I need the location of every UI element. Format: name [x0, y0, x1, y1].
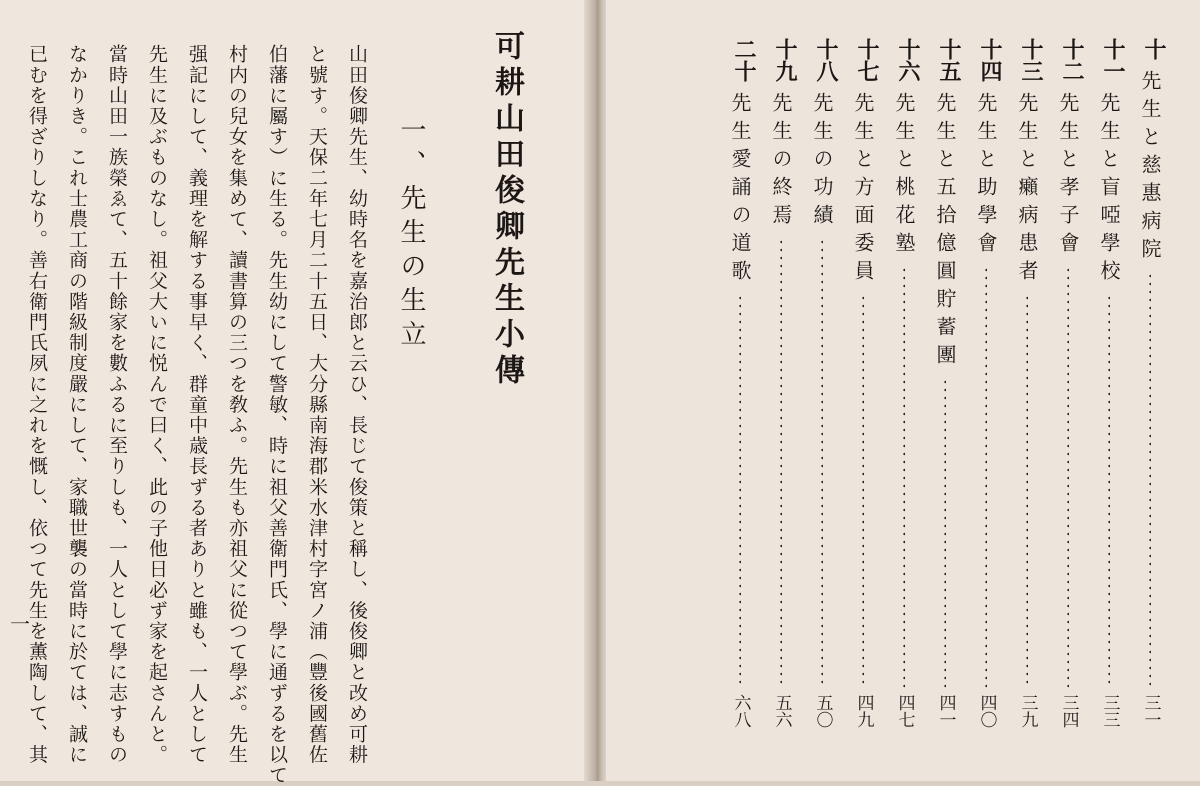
toc-leader-dots: [862, 294, 864, 688]
toc-entry: [1095, 38, 1123, 728]
biography-title: 可耕山田俊卿先生小傳: [489, 30, 524, 390]
toc-entry: [808, 38, 836, 728]
toc-leader-dots: [1149, 272, 1151, 688]
toc-leader-dots: [1067, 266, 1069, 688]
toc-page-number: 五〇: [812, 694, 833, 728]
toc-chapter-title: 先生と孝子會: [1056, 92, 1080, 260]
body-line: 强記にして、義理を解する事早く、群童中歳長ずる者ありと雖も、一人として: [186, 44, 208, 765]
toc-chapter-title: 先生と盲啞學校: [1097, 92, 1121, 288]
toc-entry: [849, 38, 877, 728]
toc-chapter-number: 十五: [936, 38, 961, 82]
toc-page-number: 六八: [730, 694, 751, 728]
toc-page-number: 三一: [1140, 694, 1161, 728]
toc-chapter-title: 先生の功績: [810, 92, 834, 232]
toc-entry: [931, 38, 959, 728]
toc-chapter-title: 先生と助學會: [974, 92, 998, 260]
toc-page-number: 三九: [1017, 694, 1038, 728]
toc-page-number: 四七: [894, 694, 915, 728]
toc-leader-dots: [944, 378, 946, 688]
toc-chapter-title: 先生と方面委員: [851, 92, 875, 288]
toc-entry: [726, 38, 754, 728]
toc-chapter-title: 先生と癩病患者: [1015, 92, 1039, 288]
left-page: [0, 0, 588, 786]
body-line: 村内の兒女を集めて、讀書算の三つを敎ふ。先生も亦祖父に從つて學ぶ。先生: [226, 44, 248, 765]
toc-chapter-number: 十四: [977, 38, 1002, 82]
toc-page-number: 四一: [935, 694, 956, 728]
body-line: 伯藩に屬す）に生る。先生幼にして警敏、時に祖父善衛門氏、學に通ずるを以て: [266, 44, 288, 786]
toc-entry: [972, 38, 1000, 728]
page-number: 一: [10, 612, 30, 636]
toc-leader-dots: [1026, 294, 1028, 688]
toc-chapter-number: 十九: [772, 38, 797, 82]
toc-chapter-number: 十: [1141, 38, 1166, 60]
right-page-table-of-contents: [606, 0, 1200, 781]
toc-chapter-title: 先生愛誦の道歌: [728, 92, 752, 288]
toc-chapter-number: 十一: [1100, 38, 1125, 82]
toc-chapter-title: 先生と五拾億圓貯蓄團: [933, 92, 957, 372]
body-line: 山田俊卿先生、幼時名を嘉治郎と云ひ、長じて俊策と稱し、後俊卿と改め可耕: [346, 44, 368, 765]
toc-entry: [1054, 38, 1082, 728]
toc-chapter-title: 先生と慈惠病院: [1138, 70, 1162, 266]
toc-leader-dots: [903, 266, 905, 688]
toc-page-number: 三三: [1099, 694, 1120, 728]
toc-leader-dots: [985, 266, 987, 688]
toc-chapter-title: 先生の終焉: [769, 92, 793, 232]
toc-entry: [1013, 38, 1041, 728]
toc-entry: [890, 38, 918, 728]
section-heading: 一、先生の生立: [396, 116, 426, 354]
toc-page-number: 五六: [771, 694, 792, 728]
body-line: 當時山田一族榮ゑて、五十餘家を數ふるに至りしも、一人として學に志すもの: [106, 44, 128, 765]
toc-chapter-title: 先生と桃花塾: [892, 92, 916, 260]
body-line: と號す。天保二年七月二十五日、大分縣南海郡米水津村字宮ノ浦（豐後國舊佐: [306, 44, 328, 765]
toc-chapter-number: 十七: [854, 38, 879, 82]
toc-leader-dots: [1108, 294, 1110, 688]
toc-page-number: 四〇: [976, 694, 997, 728]
body-line: 先生に及ぶものなし。祖父大いに悦んで曰く、此の子他日必ず家を起さんと。: [146, 44, 168, 765]
toc-leader-dots: [739, 294, 741, 688]
toc-chapter-number: 十二: [1059, 38, 1084, 82]
body-line: 已むを得ざりしなり。善右衛門氏夙に之れを慨し、依つて先生を薫陶して、其: [26, 44, 48, 765]
toc-entry: [767, 38, 795, 728]
toc-page-number: 四九: [853, 694, 874, 728]
toc-chapter-number: 二十: [731, 38, 756, 82]
toc-chapter-number: 十八: [813, 38, 838, 82]
toc-page-number: 三四: [1058, 694, 1079, 728]
toc-leader-dots: [821, 238, 823, 688]
toc-chapter-number: 十三: [1018, 38, 1043, 82]
toc-entry: [1136, 38, 1164, 728]
body-line: なかりき。これ士農工商の階級制度嚴にして、家職世襲の當時に於ては、誠に: [66, 44, 88, 765]
toc-leader-dots: [780, 238, 782, 688]
toc-chapter-number: 十六: [895, 38, 920, 82]
